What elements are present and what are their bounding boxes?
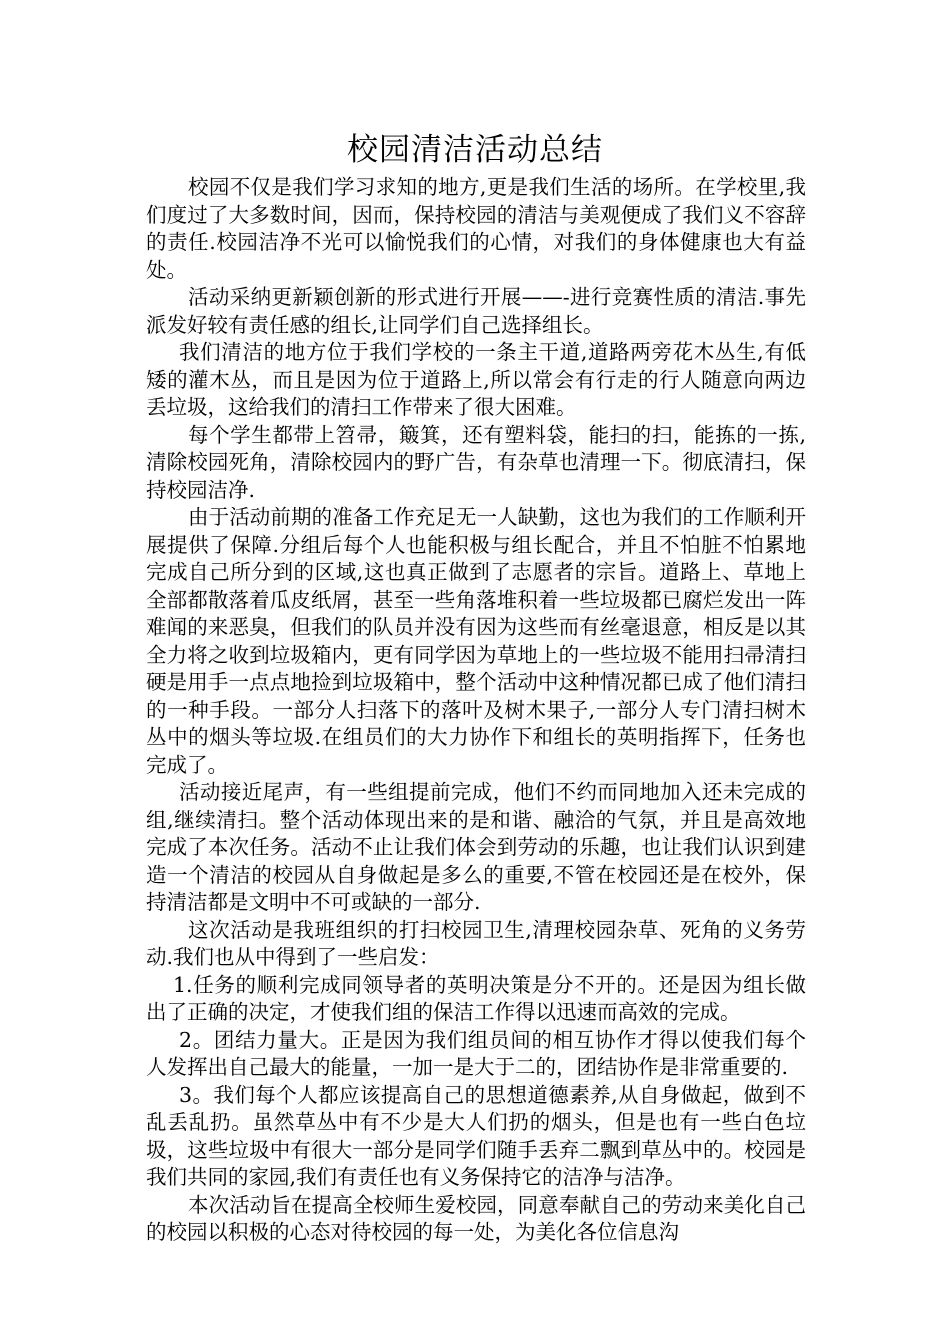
paragraph-location: 我们清洁的地方位于我们学校的一条主干道,道路两旁花木丛生,有低矮的灌木丛，而且是因为位于道路上,所以常会有行走的行人随意向两边丢垃圾，这给我们的清扫工作带来了很大困难。 (146, 340, 806, 419)
paragraph-purpose: 本次活动旨在提高全校师生爱校园，同意奉献自己的劳动来美化自己的校园以积极的心态对待校园的每一处，为美化各位信息沟 (146, 1192, 806, 1244)
paragraph-intro: 校园不仅是我们学习求知的地方,更是我们生活的场所。在学校里,我们度过了大多数时间，因而，保持校园的清洁与美观便成了我们义不容辞的责任.校园洁净不光可以愉悦我们的心情，对我们的身体健康也大有益处。 (146, 175, 806, 282)
list-item-2: 2。团结力量大。正是因为我们组员间的相互协作才得以使我们每个人发挥出自己最大的能量，一加一是大于二的，团结协作是非常重要的. (146, 1027, 806, 1079)
list-item-3: 3。我们每个人都应该提高自己的思想道德素养,从自身做起，做到不乱丢乱扔。虽然草丛中有不少是大人们扔的烟头，但是也有一些白色垃圾，这些垃圾中有很大一部分是同学们随手丢弃二飘到草丛中的。校园是我们共同的家园,我们有责任也有义务保持它的洁净与洁净。 (146, 1082, 806, 1189)
paragraph-inspiration: 这次活动是我班组织的打扫校园卫生,清理校园杂草、死角的义务劳动.我们也从中得到了一些启发： (146, 917, 806, 969)
document-title: 校园清洁活动总结 (347, 132, 603, 168)
paragraph-process: 由于活动前期的准备工作充足无一人缺勤，这也为我们的工作顺利开展提供了保障.分组后每个人也能积极与组长配合，并且不怕脏不怕累地完成自己所分到的区域,这也真正做到了志愿者的宗旨。道路上、草地上全部都散落着瓜皮纸屑，甚至一些角落堆积着一些垃圾都已腐烂发出一阵难闻的来恶臭，但我们的队员并没有因为这些而有丝毫退意，相反是以其全力将之收到垃圾箱内，更有同学因为草地上的一些垃圾不能用扫帚清扫硬是用手一点点地捡到垃圾箱中，整个活动中这种情况都已成了他们清扫的一种手段。一部分人扫落下的落叶及树木果子,一部分人专门清扫树木丛中的烟头等垃圾.在组员们的大力协作下和组长的英明指挥下，任务也完成了。 (146, 505, 806, 777)
paragraph-format: 活动采纳更新颖创新的形式进行开展——-进行竞赛性质的清洁.事先派发好较有责任感的组长,让同学们自己选择组长。 (146, 285, 806, 337)
document-body (146, 174, 806, 1247)
paragraph-ending: 活动接近尾声，有一些组提前完成，他们不约而同地加入还未完成的组,继续清扫。整个活动体现出来的是和谐、融洽的气氛，并且是高效地完成了本次任务。活动不止让我们体会到劳动的乐趣，也让我们认识到建造一个清洁的校园从自身做起是多么的重要,不管在校园还是在校外，保持清洁都是文明中不可或缺的一部分. (146, 780, 806, 914)
list-item-1: 1.任务的顺利完成同领导者的英明决策是分不开的。还是因为组长做出了正确的决定，才使我们组的保洁工作得以迅速而高效的完成。 (146, 972, 806, 1024)
paragraph-tools: 每个学生都带上笤帚，簸箕，还有塑料袋，能扫的扫，能拣的一拣,清除校园死角，清除校园内的野广告，有杂草也清理一下。彻底清扫，保持校园洁净. (146, 422, 806, 502)
